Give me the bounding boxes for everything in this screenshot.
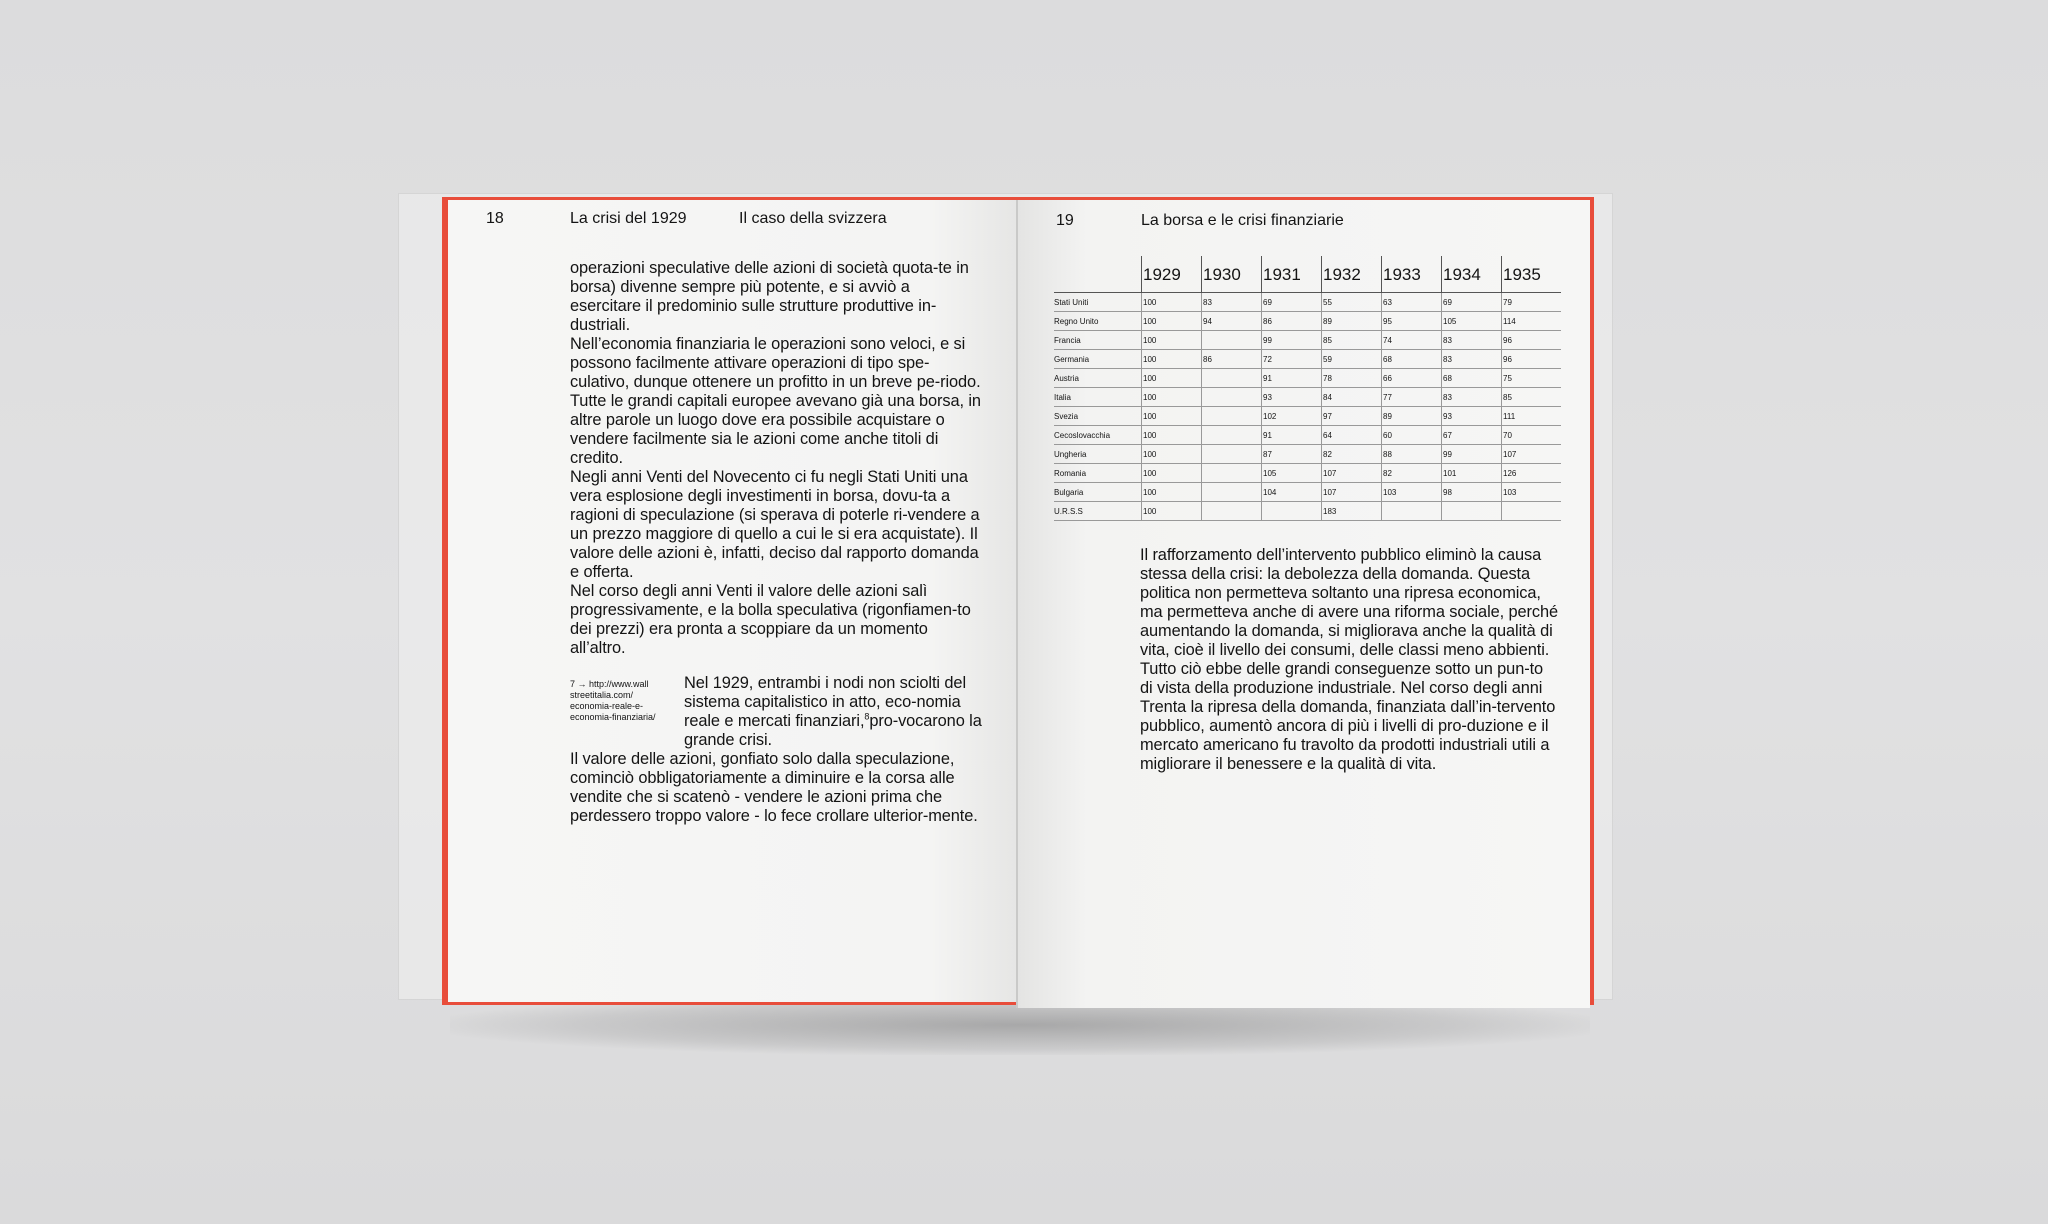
table-cell <box>1262 502 1322 521</box>
paragraph: Negli anni Venti del Novecento ci fu negli Stati Uniti una vera esplosione degli investimenti in borsa, dovu-ta a ragioni di speculazione (si sperava di poterle ri-vendere a un prezzo maggiore di quello a cui le si era acquistate). Il valore delle azioni è, infatti, deciso dal rapporto domanda e offerta. <box>570 468 980 581</box>
row-label: Bulgaria <box>1054 483 1142 502</box>
table-cell: 88 <box>1382 445 1442 464</box>
table-cell: 72 <box>1262 350 1322 369</box>
table-cell: 82 <box>1382 464 1442 483</box>
row-label: U.R.S.S <box>1054 502 1142 521</box>
table-cell: 91 <box>1262 426 1322 445</box>
table-cell: 85 <box>1502 388 1562 407</box>
table-row <box>1054 464 1561 483</box>
table-cell: 95 <box>1382 312 1442 331</box>
table-cell: 111 <box>1502 407 1562 426</box>
table-row <box>1054 293 1561 312</box>
table-cell <box>1442 502 1502 521</box>
column-header: 1934 <box>1442 256 1502 293</box>
data-table <box>1054 256 1561 521</box>
paragraph: Nell’economia finanziaria le operazioni sono veloci, e si possono facilmente attivare operazioni di tipo spe-culativo, dunque ottenere un profitto in un breve pe-riodo. <box>570 335 981 391</box>
column-header: 1930 <box>1202 256 1262 293</box>
row-label: Romania <box>1054 464 1142 483</box>
table-cell: 94 <box>1202 312 1262 331</box>
table-cell: 102 <box>1262 407 1322 426</box>
indented-text-end: pro-vocarono la grande crisi. <box>684 712 982 749</box>
table-cell: 78 <box>1322 369 1382 388</box>
table-cell: 104 <box>1262 483 1322 502</box>
row-label: Austria <box>1054 369 1142 388</box>
table-cell: 59 <box>1322 350 1382 369</box>
footnote-ref: 8 <box>864 711 870 722</box>
table-row <box>1054 331 1561 350</box>
table-cell <box>1202 464 1262 483</box>
table-cell: 68 <box>1442 369 1502 388</box>
table-cell: 64 <box>1322 426 1382 445</box>
table-cell: 93 <box>1442 407 1502 426</box>
table-cell: 89 <box>1382 407 1442 426</box>
main-text <box>570 259 982 658</box>
table-cell <box>1202 388 1262 407</box>
row-label: Italia <box>1054 388 1142 407</box>
table-cell: 105 <box>1442 312 1502 331</box>
left-page <box>448 200 1016 1002</box>
table-cell: 100 <box>1142 445 1202 464</box>
table-cell: 91 <box>1262 369 1322 388</box>
table-cell: 98 <box>1442 483 1502 502</box>
paragraph: Tutte le grandi capitali europee avevano già una borsa, in altre parole un luogo dove era possibile acquistare o vendere facilmente sia le azioni come anche titoli di credito. <box>570 392 981 467</box>
table-cell: 103 <box>1502 483 1562 502</box>
table-cell: 100 <box>1142 426 1202 445</box>
indented-text: Nel 1929, entrambi i nodi non sciolti del sistema capitalistico in atto, eco-nomia reale e mercati finanziari, <box>684 674 966 730</box>
page-number: 19 <box>1056 212 1074 229</box>
table-cell: 100 <box>1142 407 1202 426</box>
table-cell: 77 <box>1382 388 1442 407</box>
table-cell: 86 <box>1202 350 1262 369</box>
table-cell: 100 <box>1142 388 1202 407</box>
running-header-section: Il caso della svizzera <box>739 210 887 227</box>
table-cell: 89 <box>1322 312 1382 331</box>
table-cell: 87 <box>1262 445 1322 464</box>
table-cell: 100 <box>1142 464 1202 483</box>
header-corner <box>1054 256 1142 293</box>
table-row <box>1054 312 1561 331</box>
table-cell: 60 <box>1382 426 1442 445</box>
table-cell: 70 <box>1502 426 1562 445</box>
column-header: 1929 <box>1142 256 1202 293</box>
row-label: Francia <box>1054 331 1142 350</box>
table-cell: 96 <box>1502 331 1562 350</box>
table-cell: 100 <box>1142 293 1202 312</box>
column-header: 1935 <box>1502 256 1562 293</box>
table-cell: 83 <box>1442 331 1502 350</box>
table-cell: 101 <box>1442 464 1502 483</box>
table-cell: 96 <box>1502 350 1562 369</box>
table-cell: 114 <box>1502 312 1562 331</box>
table-cell: 99 <box>1262 331 1322 350</box>
running-header-title: La borsa e le crisi finanziarie <box>1141 212 1344 229</box>
table-cell: 107 <box>1502 445 1562 464</box>
table-cell: 83 <box>1202 293 1262 312</box>
paragraph: Il rafforzamento dell’intervento pubblico eliminò la causa stessa della crisi: la debolezza della domanda. Questa politica non permetteva soltanto una ripresa economica, ma permetteva anche di avere una riforma sociale, perché aumentando la domanda, si migliorava anche la qualità di vita, cioè il livello dei consumi, delle classi meno abbienti. <box>1140 546 1559 659</box>
table-cell: 68 <box>1382 350 1442 369</box>
column-header: 1933 <box>1382 256 1442 293</box>
page-number: 18 <box>486 210 504 227</box>
table-cell: 85 <box>1322 331 1382 350</box>
closing-paragraph <box>570 750 982 826</box>
table-cell: 69 <box>1442 293 1502 312</box>
table-cell: 100 <box>1142 350 1202 369</box>
main-text <box>1140 546 1560 774</box>
table-cell: 100 <box>1142 331 1202 350</box>
column-header: 1932 <box>1322 256 1382 293</box>
table-cell: 100 <box>1142 502 1202 521</box>
table-cell: 69 <box>1262 293 1322 312</box>
table-cell: 67 <box>1442 426 1502 445</box>
table-cell <box>1202 331 1262 350</box>
table-cell: 100 <box>1142 369 1202 388</box>
row-label: Regno Unito <box>1054 312 1142 331</box>
table-row <box>1054 502 1561 521</box>
table-cell <box>1202 502 1262 521</box>
right-page <box>1018 200 1590 1008</box>
table-cell: 105 <box>1262 464 1322 483</box>
paragraph: Tutto ciò ebbe delle grandi conseguenze sotto un pun-to di vista della produzione industriale. Nel corso degli anni Trenta la ripresa della domanda, finanziata dall’in-tervento pubblico, aumentò ancora di più i livelli di pro-duzione e il mercato americano fu travolto da prodotti industriali utili a migliorare il benessere e la qualità di vita. <box>1140 660 1556 773</box>
table-cell: 83 <box>1442 388 1502 407</box>
paragraph: Il valore delle azioni, gonfiato solo dalla speculazione, cominciò obbligatoriamente a diminuire e la corsa alle vendite che si scatenò - vendere le azioni prima che perdessero troppo valore - lo fece crollare ulterior-mente. <box>570 750 978 825</box>
table-cell: 63 <box>1382 293 1442 312</box>
footnote: 7 → http://www.wall streetitalia.com/ economia-reale-e- economia-finanziaria/ <box>570 679 656 722</box>
table-cell <box>1202 426 1262 445</box>
table-row <box>1054 483 1561 502</box>
table-cell: 183 <box>1322 502 1382 521</box>
running-header-title: La crisi del 1929 <box>570 210 687 227</box>
column-header: 1931 <box>1262 256 1322 293</box>
row-label: Cecoslovacchia <box>1054 426 1142 445</box>
table-cell <box>1202 445 1262 464</box>
table-cell: 83 <box>1442 350 1502 369</box>
table-cell: 55 <box>1322 293 1382 312</box>
row-label: Stati Uniti <box>1054 293 1142 312</box>
table-cell: 107 <box>1322 483 1382 502</box>
table-cell: 93 <box>1262 388 1322 407</box>
table-row <box>1054 388 1561 407</box>
row-label: Ungheria <box>1054 445 1142 464</box>
table-cell <box>1202 369 1262 388</box>
table-cell <box>1202 407 1262 426</box>
table-row <box>1054 350 1561 369</box>
table-cell: 103 <box>1382 483 1442 502</box>
paragraph: operazioni speculative delle azioni di società quota-te in borsa) divenne sempre più potente, e si avviò a esercitare il predominio sulle strutture produttive in-dustriali. <box>570 259 969 334</box>
table-cell: 84 <box>1322 388 1382 407</box>
table-cell <box>1502 502 1562 521</box>
table-cell <box>1382 502 1442 521</box>
table-cell <box>1202 483 1262 502</box>
table-cell: 100 <box>1142 312 1202 331</box>
table-header-row <box>1054 256 1561 293</box>
table-row <box>1054 369 1561 388</box>
table-row <box>1054 445 1561 464</box>
table-cell: 126 <box>1502 464 1562 483</box>
table-row <box>1054 407 1561 426</box>
paragraph: Nel corso degli anni Venti il valore delle azioni salì progressivamente, e la bolla speculativa (rigonfiamen-to dei prezzi) era pronta a scoppiare da un momento all’altro. <box>570 582 971 657</box>
table-cell: 100 <box>1142 483 1202 502</box>
table-cell: 74 <box>1382 331 1442 350</box>
table-body <box>1054 293 1561 521</box>
table-cell: 66 <box>1382 369 1442 388</box>
row-label: Svezia <box>1054 407 1142 426</box>
table-cell: 86 <box>1262 312 1322 331</box>
indented-paragraph <box>684 674 982 750</box>
table-cell: 82 <box>1322 445 1382 464</box>
table-cell: 99 <box>1442 445 1502 464</box>
table-row <box>1054 426 1561 445</box>
table-cell: 79 <box>1502 293 1562 312</box>
table-cell: 107 <box>1322 464 1382 483</box>
row-label: Germania <box>1054 350 1142 369</box>
table-cell: 97 <box>1322 407 1382 426</box>
table-cell: 75 <box>1502 369 1562 388</box>
